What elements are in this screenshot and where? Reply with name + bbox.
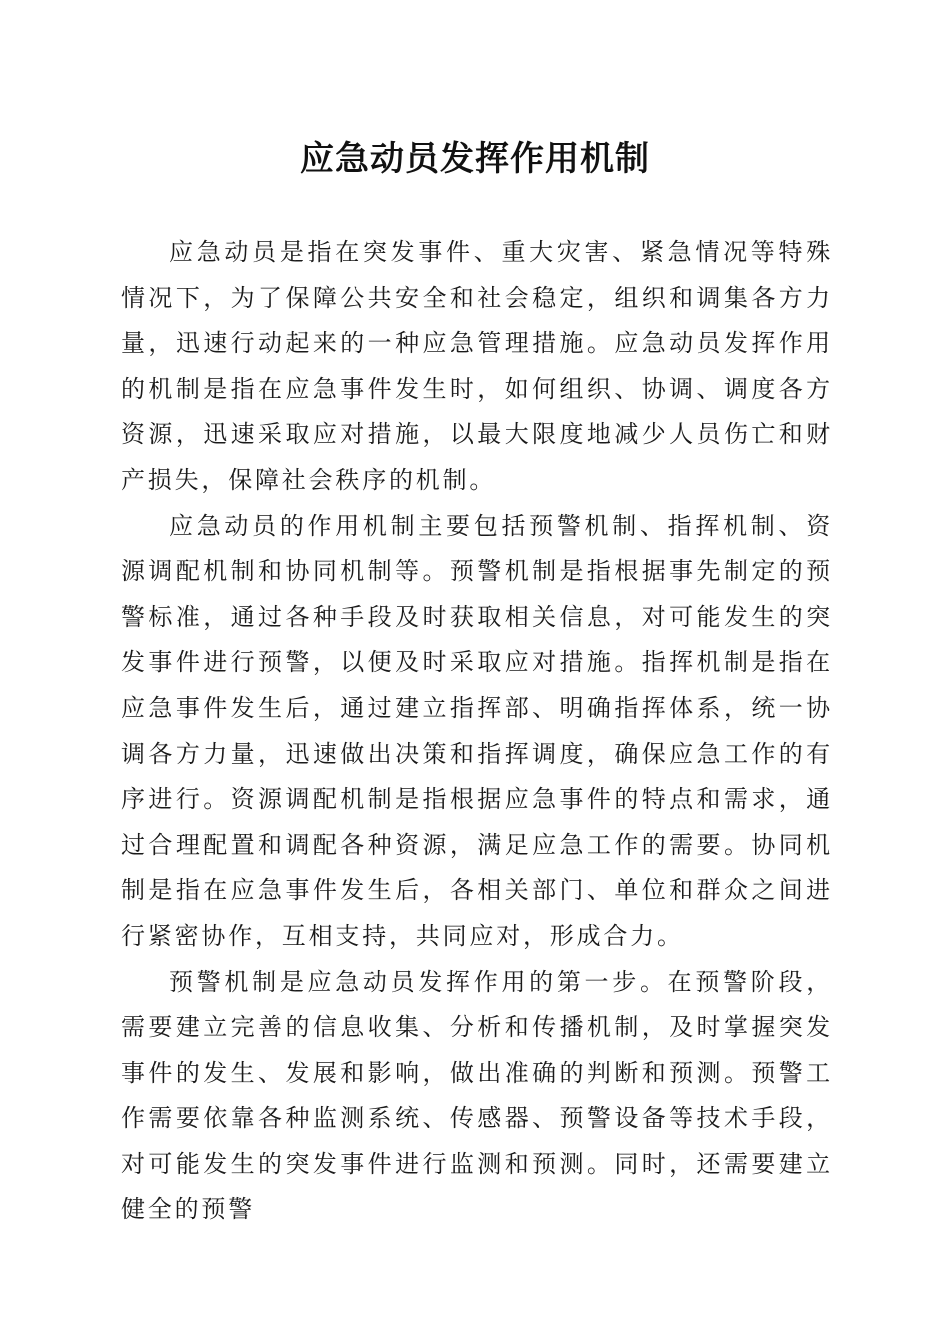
document-body [121,230,833,1233]
paragraph-1: 应急动员是指在突发事件、重大灾害、紧急情况等特殊情况下，为了保障公共安全和社会稳定，组织和调集各方力量，迅速行动起来的一种应急管理措施。应急动员发挥作用的机制是指在应急事件发生时，如何组织、协调、调度各方资源，迅速采取应对措施，以最大限度地减少人员伤亡和财产损失，保障社会秩序的机制。 [121,238,833,494]
paragraph-3: 预警机制是应急动员发挥作用的第一步。在预警阶段，需要建立完善的信息收集、分析和传播机制，及时掌握突发事件的发生、发展和影响，做出准确的判断和预测。预警工作需要依靠各种监测系统、传感器、预警设备等技术手段，对可能发生的突发事件进行监测和预测。同时，还需要建立健全的预警 [121,967,833,1224]
paragraph-2: 应急动员的作用机制主要包括预警机制、指挥机制、资源调配机制和协同机制等。预警机制是指根据事先制定的预警标准，通过各种手段及时获取相关信息，对可能发生的突发事件进行预警，以便及时采取应对措施。指挥机制是指在应急事件发生后，通过建立指挥部、明确指挥体系，统一协调各方力量，迅速做出决策和指挥调度，确保应急工作的有序进行。资源调配机制是指根据应急事件的特点和需求，通过合理配置和调配各种资源，满足应急工作的需要。协同机制是指在应急事件发生后，各相关部门、单位和群众之间进行紧密协作，互相支持，共同应对，形成合力。 [121,511,833,950]
document-title: 应急动员发挥作用机制 [300,139,650,179]
